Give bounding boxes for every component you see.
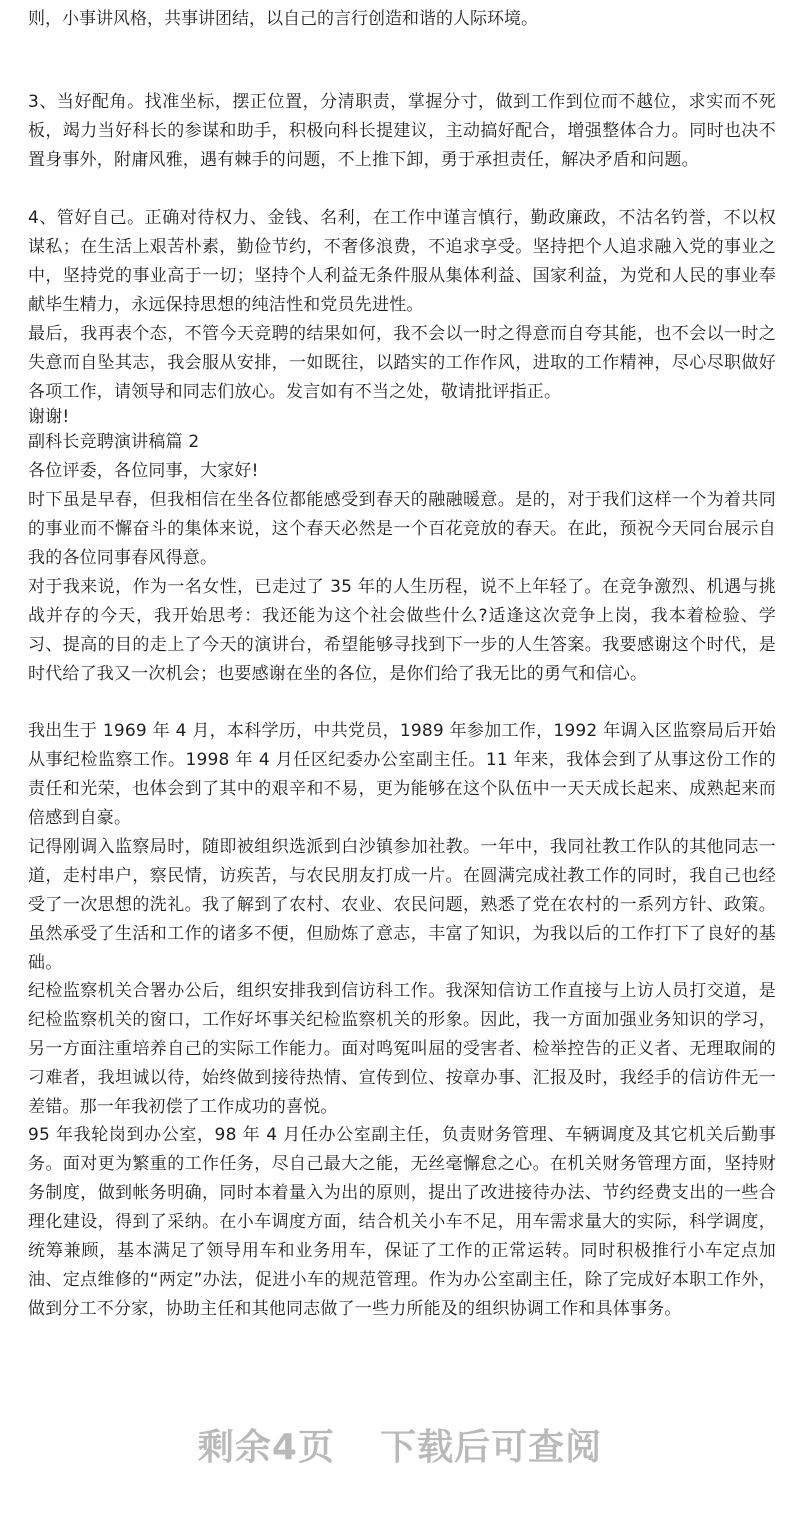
paragraph: 我出生于 1969 年 4 月，本科学历，中共党员，1989 年参加工作，1992 年调入区监察局后开始从事纪检监察工作。1998 年 4 月任区纪委办公室副主任。11 年来，我体会到了从事这份工作的责任和光荣，也体会到了其中的艰辛和不易，更为能够在这个队伍中一天天成长起来、成熟起来而倍感到自豪。 xyxy=(28,721,776,828)
download-prompt[interactable] xyxy=(0,1418,800,1478)
paragraph: 记得刚调入监察局时，随即被组织选派到白沙镇参加社教。一年中，我同社教工作队的其他同志一道，走村串户，察民情，访疾苦，与农民朋友打成一片。在圆满完成社教工作的同时，我自己也经受了一次思想的洗礼。我了解到了农村、农业、农民问题，熟悉了党在农村的一系列方针、政策。虽然承受了生活和工作的诸多不便，但励炼了意志，丰富了知识，为我以后的工作打下了良好的基础。 xyxy=(28,837,776,973)
paragraph: 时下虽是早春，但我相信在坐各位都能感受到春天的融融暖意。是的，对于我们这样一个为着共同的事业而不懈奋斗的集体来说，这个春天必然是一个百花竞放的春天。在此，预祝今天同台展示自我的各位同事春风得意。 xyxy=(28,490,776,568)
paragraph: 4、管好自己。正确对待权力、金钱、名利，在工作中谨言慎行，勤政廉政，不沽名钓誉，不以权谋私；在生活上艰苦朴素，勤俭节约，不奢侈浪费，不追求享受。坚持把个人追求融入党的事业之中，坚持党的事业高于一切；坚持个人利益无条件服从集体利益、国家利益，为党和人民的事业奉献毕生精力，永远保持思想的纯洁性和党员先进性。 xyxy=(28,208,776,315)
download-hint-label[interactable]: 下载后可查阅 xyxy=(380,1427,603,1468)
paragraph: 最后，我再表个态，不管今天竞聘的结果如何，我不会以一时之得意而自夸其能，也不会以一时之失意而自坠其志，我会服从安排，一如既往，以踏实的工作作风，进取的工作精神，尽心尽职做好各项工作，请领导和同志们放心。发言如有不当之处，敬请批评指正。 xyxy=(28,324,776,402)
paragraph: 95 年我轮岗到办公室，98 年 4 月任办公室副主任，负责财务管理、车辆调度及其它机关后勤事务。面对更为繁重的工作任务，尽自己最大之能，无丝毫懈怠之心。在机关财务管理方面，坚持财务制度，做到帐务明确，同时本着量入为出的原则，提出了改进接待办法、节约经费支出的一些合理化建设，得到了采纳。在小车调度方面，结合机关小车不足，用车需求量大的实际，科学调度，统筹兼顾，基本满足了领导用车和业务用车，保证了工作的正常运转。同时积极推行小车定点加油、定点维修的“两定”办法，促进小车的规范管理。作为办公室副主任，除了完成好本职工作外，做到分工不分家，协助主任和其他同志做了一些力所能及的组织协调工作和具体事务。 xyxy=(28,1125,776,1319)
greeting: 各位评委，各位同事，大家好! xyxy=(28,461,259,481)
paragraph: 纪检监察机关合署办公后，组织安排我到信访科工作。我深知信访工作直接与上访人员打交道，是纪检监察机关的窗口，工作好坏事关纪检监察机关的形象。因此，我一方面加强业务知识的学习，另一方面注重培养自己的实际工作能力。面对鸣冤叫屈的受害者、检举控告的正义者、无理取闹的刁难者，我坦诚以待，始终做到接待热情、宣传到位、按章办事、汇报及时，我经手的信访件无一差错。那一年我初偿了工作成功的喜悦。 xyxy=(28,981,776,1117)
paragraph: 对于我来说，作为一名女性，已走过了 35 年的人生历程，说不上年轻了。在竞争激烈、机遇与挑战并存的今天，我开始思考：我还能为这个社会做些什么?适逢这次竞争上岗，我本着检验、学习、提高的目的走上了今天的演讲台，希望能够寻找到下一步的人生答案。我要感谢这个时代，是时代给了我又一次机会；也要感谢在坐的各位，是你们给了我无比的勇气和信心。 xyxy=(28,577,776,684)
paragraph: 3、当好配角。找准坐标，摆正位置，分清职责，掌握分寸，做到工作到位而不越位，求实而不死板，竭力当好科长的参谋和助手，积极向科长提建议，主动搞好配合，增强整体合力。同时也决不置身事外，附庸风雅，遇有棘手的问题，不上推下卸，勇于承担责任，解决矛盾和问题。 xyxy=(28,92,776,170)
remaining-pages-label[interactable]: 剩余4页 xyxy=(197,1427,335,1468)
cut-off-line: 则，小事讲风格，共事讲团结，以自己的言行创造和谐的人际环境。 xyxy=(28,9,538,29)
paragraph: 谢谢! xyxy=(28,407,70,427)
section-heading: 副科长竞聘演讲稿篇 2 xyxy=(28,432,200,452)
